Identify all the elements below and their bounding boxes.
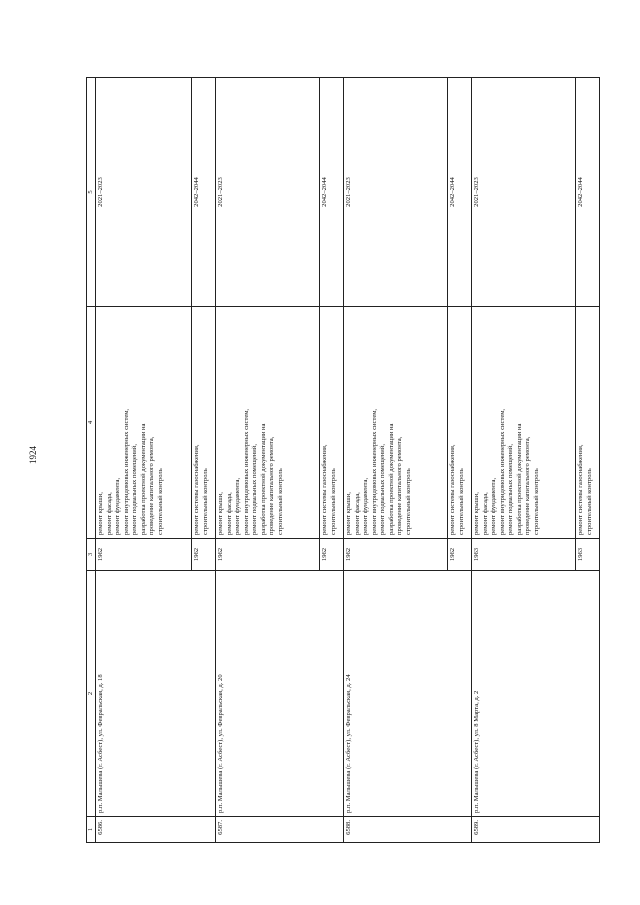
work-line: ремонт системы газоснабжения, — [321, 444, 329, 535]
row-year: 1962 — [448, 539, 472, 571]
work-line: ремонт подвальных помещений, — [131, 444, 139, 535]
row-period: 2042–2044 — [320, 78, 344, 307]
document-table-rotated — [86, 78, 600, 843]
work-line: ремонт фасада, — [481, 492, 489, 535]
work-line: ремонт внутридомовых инженерных систем, — [122, 408, 130, 535]
work-line: ремонт подвальных помещений, — [507, 444, 515, 535]
work-line: ремонт фундамента, — [490, 477, 498, 535]
row-works — [320, 307, 344, 539]
row-year: 1963 — [472, 539, 576, 571]
work-line: строительный контроль — [585, 468, 593, 535]
row-works — [216, 307, 320, 539]
work-line: проведение капитального ремонта, — [268, 436, 276, 535]
page-number-text: 1924 — [28, 446, 38, 464]
row-period: 2021–2023 — [96, 78, 192, 307]
row-address: р.п. Малышева (г. Асбест), ул. 8 Марта, д. 2 — [472, 571, 600, 817]
work-line: ремонт крыши, — [473, 492, 481, 535]
row-period: 2021–2023 — [344, 78, 448, 307]
column-header-address: 2 — [87, 571, 96, 817]
work-line: проведение капитального ремонта, — [148, 436, 156, 535]
row-year: 1962 — [344, 539, 448, 571]
work-line: ремонт системы газоснабжения, — [577, 444, 585, 535]
row-number: 6587. — [216, 817, 344, 843]
work-line: ремонт системы газоснабжения, — [449, 444, 457, 535]
row-works — [576, 307, 600, 539]
row-number: 6586. — [96, 817, 216, 843]
table-row — [96, 78, 192, 843]
work-line: проведение капитального ремонта, — [524, 436, 532, 535]
row-works — [472, 307, 576, 539]
row-period: 2021–2023 — [216, 78, 320, 307]
row-period: 2042–2044 — [448, 78, 472, 307]
row-year: 1962 — [216, 539, 320, 571]
header-row — [87, 78, 96, 843]
table-row — [216, 78, 320, 843]
row-works — [192, 307, 216, 539]
work-line: строительный контроль — [156, 468, 164, 535]
work-line: разработка проектной документации на — [387, 423, 395, 535]
work-line: разработка проектной документации на — [139, 423, 147, 535]
work-line: ремонт внутридомовых инженерных систем, — [242, 408, 250, 535]
work-line: ремонт крыши, — [97, 492, 105, 535]
column-header-year: 3 — [87, 539, 96, 571]
work-line: строительный контроль — [201, 468, 209, 535]
work-line: ремонт крыши, — [217, 492, 225, 535]
work-line: ремонт фундамента, — [114, 477, 122, 535]
work-line: разработка проектной документации на — [259, 423, 267, 535]
work-line: ремонт фасада, — [225, 492, 233, 535]
row-year: 1962 — [320, 539, 344, 571]
table-row — [472, 78, 576, 843]
work-line: строительный контроль — [532, 468, 540, 535]
work-line: ремонт фасада, — [353, 492, 361, 535]
document-table-frame — [86, 78, 600, 843]
column-header-period: 5 — [87, 78, 96, 307]
page-number — [22, 444, 44, 466]
row-period: 2021–2023 — [472, 78, 576, 307]
work-line: ремонт подвальных помещений, — [379, 444, 387, 535]
work-line: строительный контроль — [276, 468, 284, 535]
work-line: ремонт фундамента, — [234, 477, 242, 535]
row-address: р.п. Малышева (г. Асбест), ул. Февральская, д. 18 — [96, 571, 216, 817]
row-period: 2042–2044 — [192, 78, 216, 307]
work-line: строительный контроль — [457, 468, 465, 535]
row-number: 6588. — [344, 817, 472, 843]
row-works — [344, 307, 448, 539]
row-address: р.п. Малышева (г. Асбест), ул. Февральская, д. 24 — [344, 571, 472, 817]
work-line: ремонт системы газоснабжения, — [193, 444, 201, 535]
row-period: 2042–2044 — [576, 78, 600, 307]
work-line: ремонт внутридомовых инженерных систем, — [498, 408, 506, 535]
work-line: проведение капитального ремонта, — [396, 436, 404, 535]
work-line: ремонт крыши, — [345, 492, 353, 535]
work-line: ремонт внутридомовых инженерных систем, — [370, 408, 378, 535]
row-works — [448, 307, 472, 539]
column-header-works: 4 — [87, 307, 96, 539]
row-year: 1963 — [576, 539, 600, 571]
work-line: строительный контроль — [404, 468, 412, 535]
row-year: 1962 — [192, 539, 216, 571]
row-year: 1962 — [96, 539, 192, 571]
capital-repair-table — [86, 77, 600, 843]
work-line: ремонт фасада, — [105, 492, 113, 535]
row-address: р.п. Малышева (г. Асбест), ул. Февральская, д. 20 — [216, 571, 344, 817]
work-line: ремонт подвальных помещений, — [251, 444, 259, 535]
work-line: ремонт фундамента, — [362, 477, 370, 535]
row-works — [96, 307, 192, 539]
column-header-number: 1 — [87, 817, 96, 843]
work-line: строительный контроль — [329, 468, 337, 535]
work-line: разработка проектной документации на — [515, 423, 523, 535]
table-row — [344, 78, 448, 843]
row-number: 6589. — [472, 817, 600, 843]
